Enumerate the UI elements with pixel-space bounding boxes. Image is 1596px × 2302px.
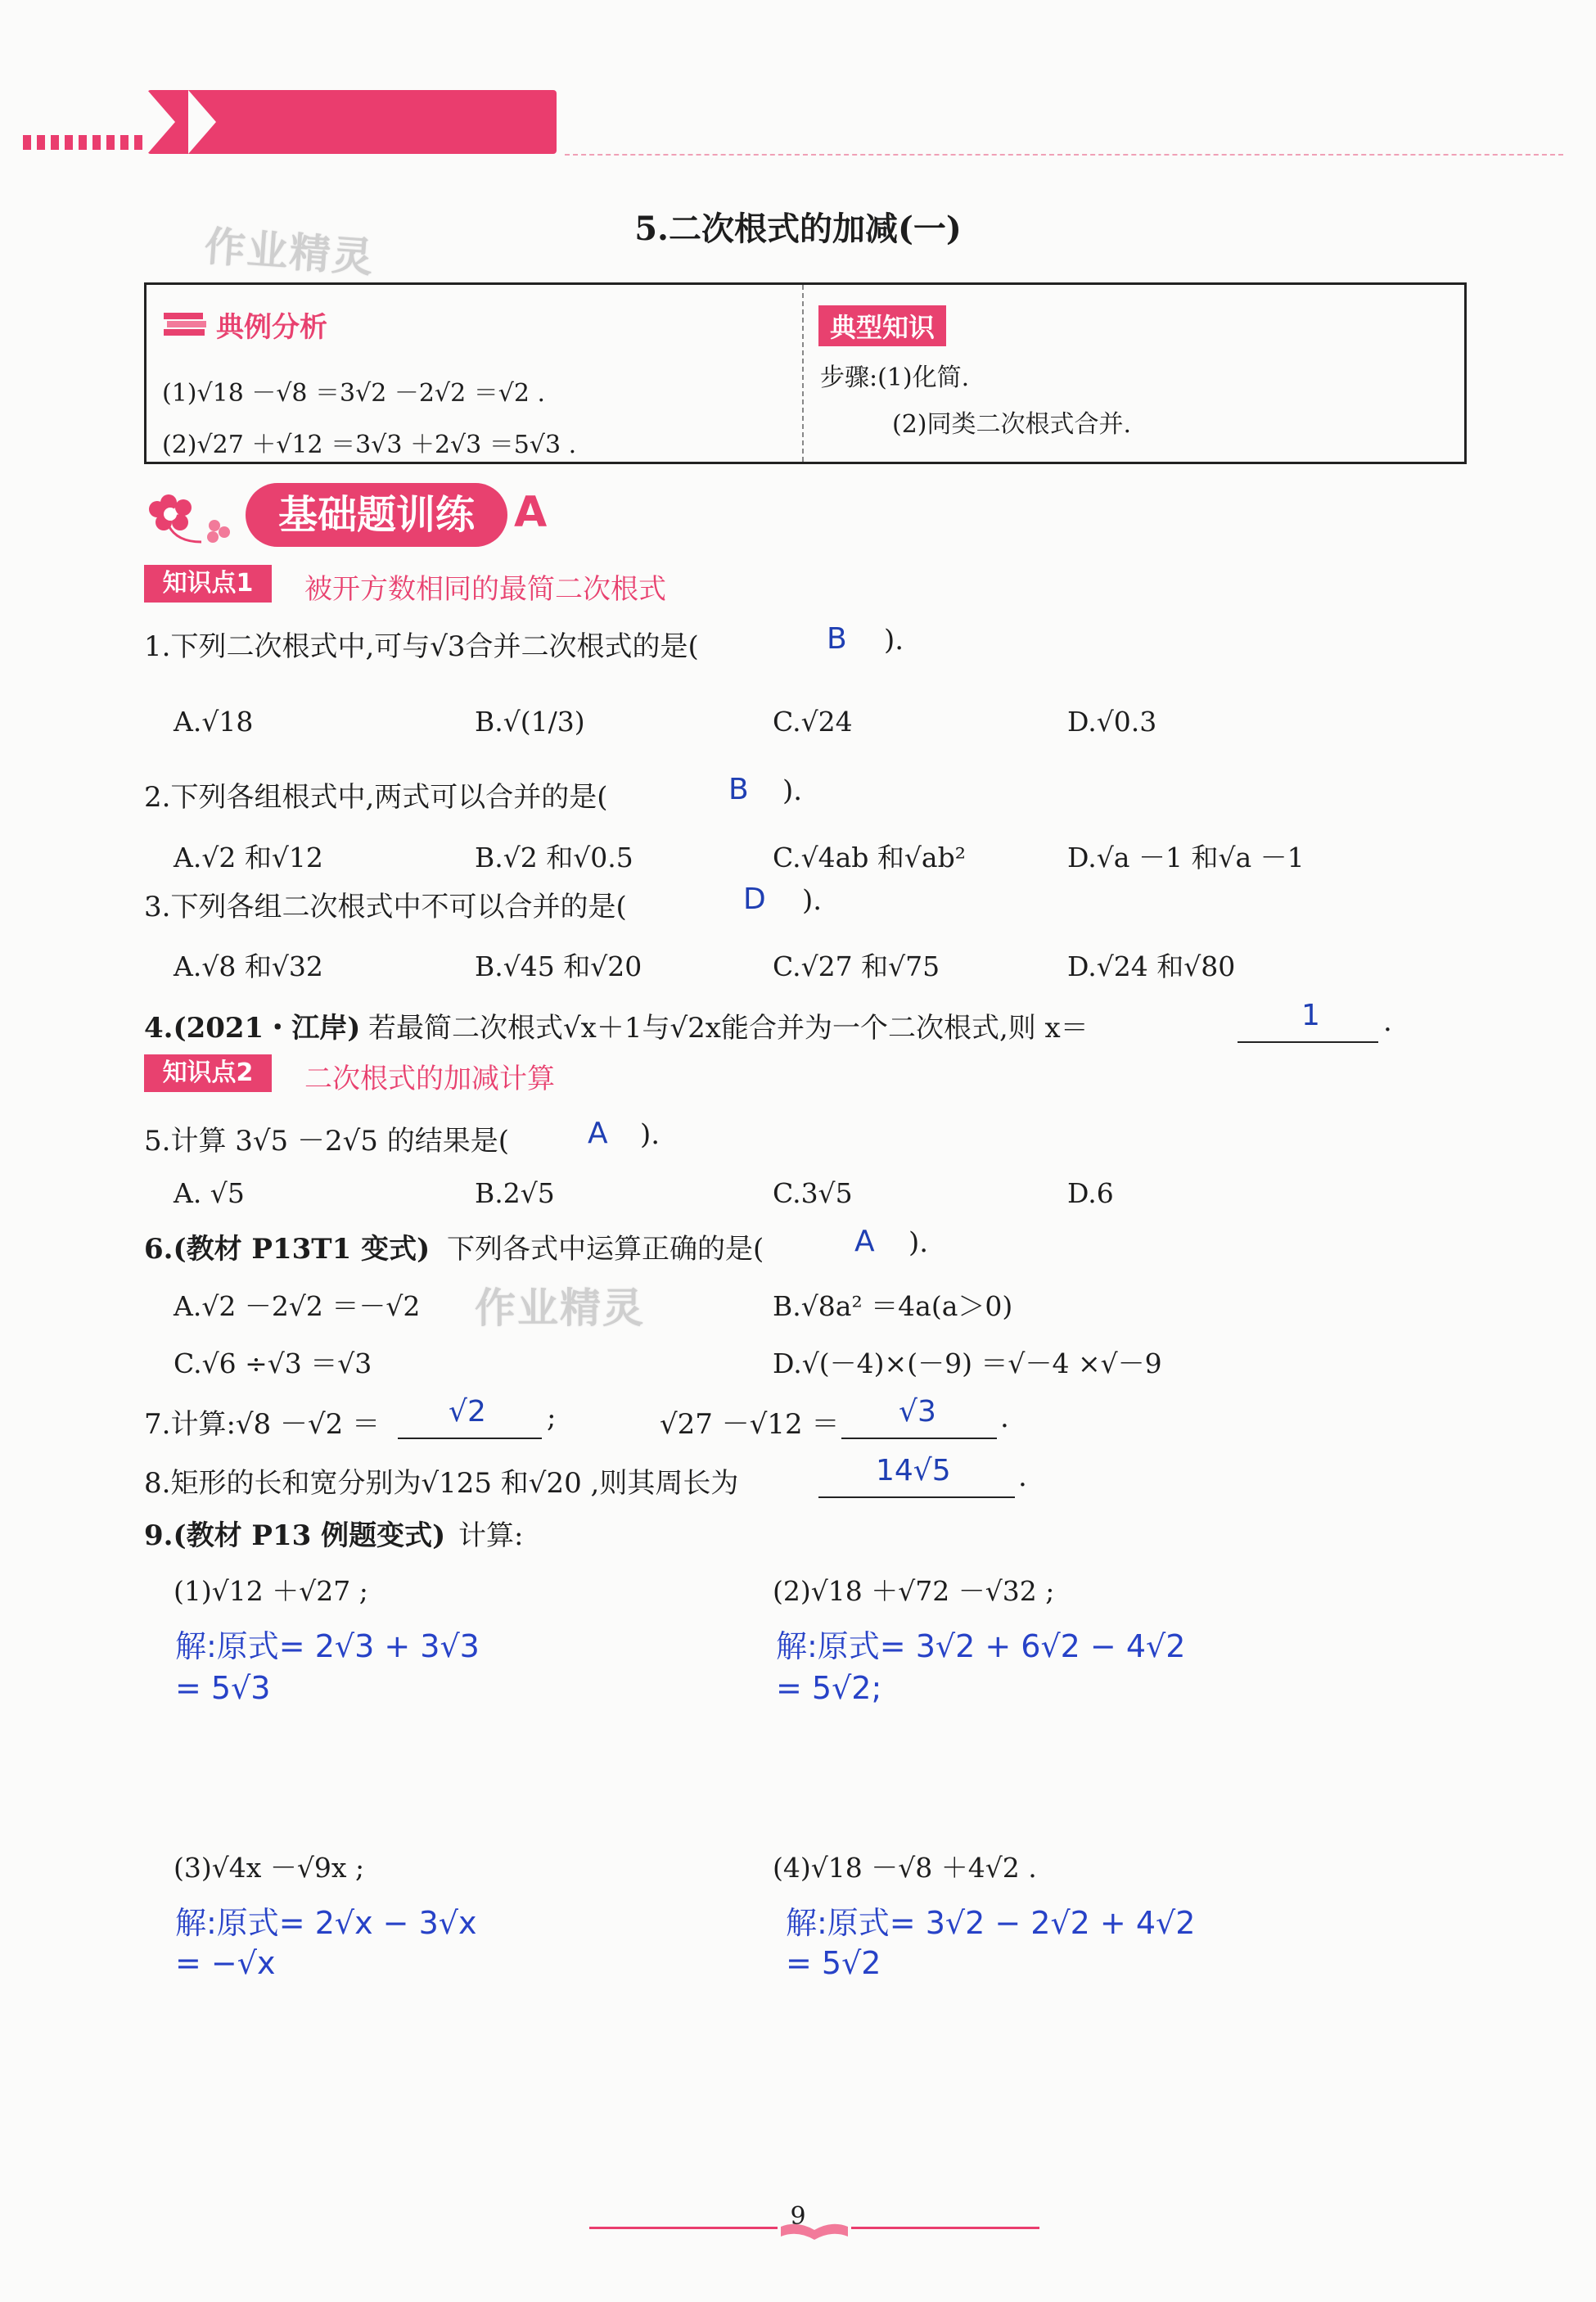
q9-part3-prompt: (3)√4x －√9x ; bbox=[174, 1852, 365, 1884]
q9-text: 计算: bbox=[458, 1519, 524, 1552]
section-badge: 基础题训练 bbox=[246, 483, 507, 547]
kp1-title: 被开方数相同的最简二次根式 bbox=[304, 573, 666, 606]
q3-answer: D bbox=[743, 882, 766, 916]
q6-close: ). bbox=[908, 1226, 929, 1259]
q9-part1-sol2: = 5√3 bbox=[175, 1670, 271, 1706]
knowledge-tag: 典型知识 bbox=[818, 305, 946, 346]
q6-option-b: B.√8a² ＝4a(a＞0) bbox=[773, 1290, 1013, 1322]
q5-option-d: D.6 bbox=[1067, 1177, 1114, 1209]
q4-text: 若最简二次根式√x＋1与√2x能合并为一个二次根式,则 x＝ bbox=[368, 1012, 1089, 1045]
watermark: 作业精灵 bbox=[202, 222, 376, 282]
q5-answer: A bbox=[588, 1117, 608, 1150]
q1-option-d: D.√0.3 bbox=[1067, 706, 1157, 738]
q9-source: 9.(教材 P13 例题变式) bbox=[144, 1519, 446, 1552]
q4-answer: 1 bbox=[1301, 999, 1320, 1032]
example-line-2: (2)√27 ＋√12 ＝3√3 ＋2√3 ＝5√3 . bbox=[162, 431, 577, 459]
example-title: 典例分析 bbox=[216, 311, 327, 344]
q7-answer-1: √2 bbox=[449, 1395, 486, 1429]
example-line-1: (1)√18 －√8 ＝3√2 －2√2 ＝√2 . bbox=[162, 379, 545, 408]
example-box-divider bbox=[802, 285, 804, 462]
q9-part4-prompt: (4)√18 －√8 ＋4√2 . bbox=[773, 1852, 1037, 1884]
kp2-tag: 知识点2 bbox=[144, 1054, 272, 1092]
q2-text: 2.下列各组根式中,两式可以合并的是( bbox=[144, 781, 608, 814]
q9-part2-sol1: 解:原式= 3√2 + 6√2 − 4√2 bbox=[776, 1628, 1186, 1664]
q4-end: . bbox=[1383, 1005, 1392, 1038]
q9-part1-prompt: (1)√12 ＋√27 ; bbox=[174, 1575, 368, 1607]
q1-option-b: B.√(1/3) bbox=[475, 706, 585, 738]
q9-part4-sol1: 解:原式= 3√2 − 2√2 + 4√2 bbox=[786, 1905, 1196, 1941]
q1-option-a: A.√18 bbox=[174, 706, 254, 738]
q9-part3-sol1: 解:原式= 2√x − 3√x bbox=[175, 1905, 477, 1941]
page-title: 5.二次根式的加减(一) bbox=[634, 210, 962, 248]
q9-part2-prompt: (2)√18 ＋√72 －√32 ; bbox=[773, 1575, 1055, 1607]
q9-part3-sol2: = −√x bbox=[175, 1945, 276, 1981]
q5-option-b: B.2√5 bbox=[475, 1177, 555, 1209]
q7-mid: √27 －√12 ＝ bbox=[660, 1408, 840, 1441]
q3-option-a: A.√8 和√32 bbox=[174, 950, 323, 982]
q5-option-c: C.3√5 bbox=[773, 1177, 853, 1209]
q6-option-c: C.√6 ÷√3 ＝√3 bbox=[174, 1347, 372, 1379]
q7-end: . bbox=[1000, 1402, 1009, 1434]
q8-text: 8.矩形的长和宽分别为√125 和√20 ,则其周长为 bbox=[144, 1467, 739, 1500]
q2-option-a: A.√2 和√12 bbox=[174, 842, 323, 873]
q1-close: ). bbox=[884, 624, 904, 657]
q9-part4-sol2: = 5√2 bbox=[786, 1945, 881, 1981]
header-stripes bbox=[23, 135, 146, 150]
q7-sep: ; bbox=[547, 1402, 557, 1434]
kp2-title: 二次根式的加减计算 bbox=[304, 1063, 555, 1095]
q2-option-b: B.√2 和√0.5 bbox=[475, 842, 633, 873]
q6-text: 下列各式中运算正确的是( bbox=[447, 1233, 764, 1266]
q7-left: 7.计算:√8 －√2 ＝ bbox=[144, 1408, 381, 1441]
knowledge-line-2: (2)同类二次根式合并. bbox=[892, 410, 1132, 439]
q1-answer: B bbox=[827, 622, 847, 656]
q8-end: . bbox=[1018, 1460, 1027, 1493]
q1-text: 1.下列二次根式中,可与√3合并二次根式的是( bbox=[144, 630, 699, 663]
q6-source: 6.(教材 P13T1 变式) bbox=[144, 1233, 431, 1266]
books-icon bbox=[162, 309, 211, 337]
header-divider bbox=[565, 154, 1563, 156]
q1-option-c: C.√24 bbox=[773, 706, 853, 738]
q5-close: ). bbox=[640, 1118, 660, 1151]
q9-part2-sol2: = 5√2; bbox=[776, 1670, 882, 1706]
q3-option-b: B.√45 和√20 bbox=[475, 950, 642, 982]
chevron-cut-1 bbox=[147, 90, 175, 154]
q4-source: 4.(2021・江岸) bbox=[144, 1012, 361, 1045]
q3-option-c: C.√27 和√75 bbox=[773, 950, 940, 982]
q3-text: 3.下列各组二次根式中不可以合并的是( bbox=[144, 891, 627, 923]
q3-option-d: D.√24 和√80 bbox=[1067, 950, 1236, 982]
q6-option-d: D.√(－4)×(－9) ＝√－4 ×√－9 bbox=[773, 1347, 1162, 1379]
q8-answer: 14√5 bbox=[876, 1454, 951, 1487]
q2-close: ). bbox=[782, 774, 803, 807]
knowledge-line-1: 步骤:(1)化简. bbox=[820, 363, 970, 392]
q5-option-a: A. √5 bbox=[174, 1177, 245, 1209]
chevron-cut-2 bbox=[188, 90, 216, 154]
q2-option-d: D.√a －1 和√a －1 bbox=[1067, 842, 1305, 873]
q5-text: 5.计算 3√5 －2√5 的结果是( bbox=[144, 1125, 509, 1158]
flower-icon bbox=[144, 485, 239, 545]
q2-answer: B bbox=[728, 773, 749, 806]
kp1-tag: 知识点1 bbox=[144, 565, 272, 603]
q6-option-a: A.√2 －2√2 ＝－√2 bbox=[174, 1290, 421, 1322]
page-number: 9 bbox=[790, 2202, 806, 2231]
q6-answer: A bbox=[854, 1225, 875, 1258]
q3-close: ). bbox=[802, 884, 823, 917]
section-level: A bbox=[514, 488, 548, 537]
watermark-2: 作业精灵 bbox=[475, 1284, 645, 1332]
q9-part1-sol1: 解:原式= 2√3 + 3√3 bbox=[175, 1628, 480, 1664]
q2-option-c: C.√4ab 和√ab² bbox=[773, 842, 966, 873]
q7-answer-2: √3 bbox=[899, 1395, 936, 1429]
